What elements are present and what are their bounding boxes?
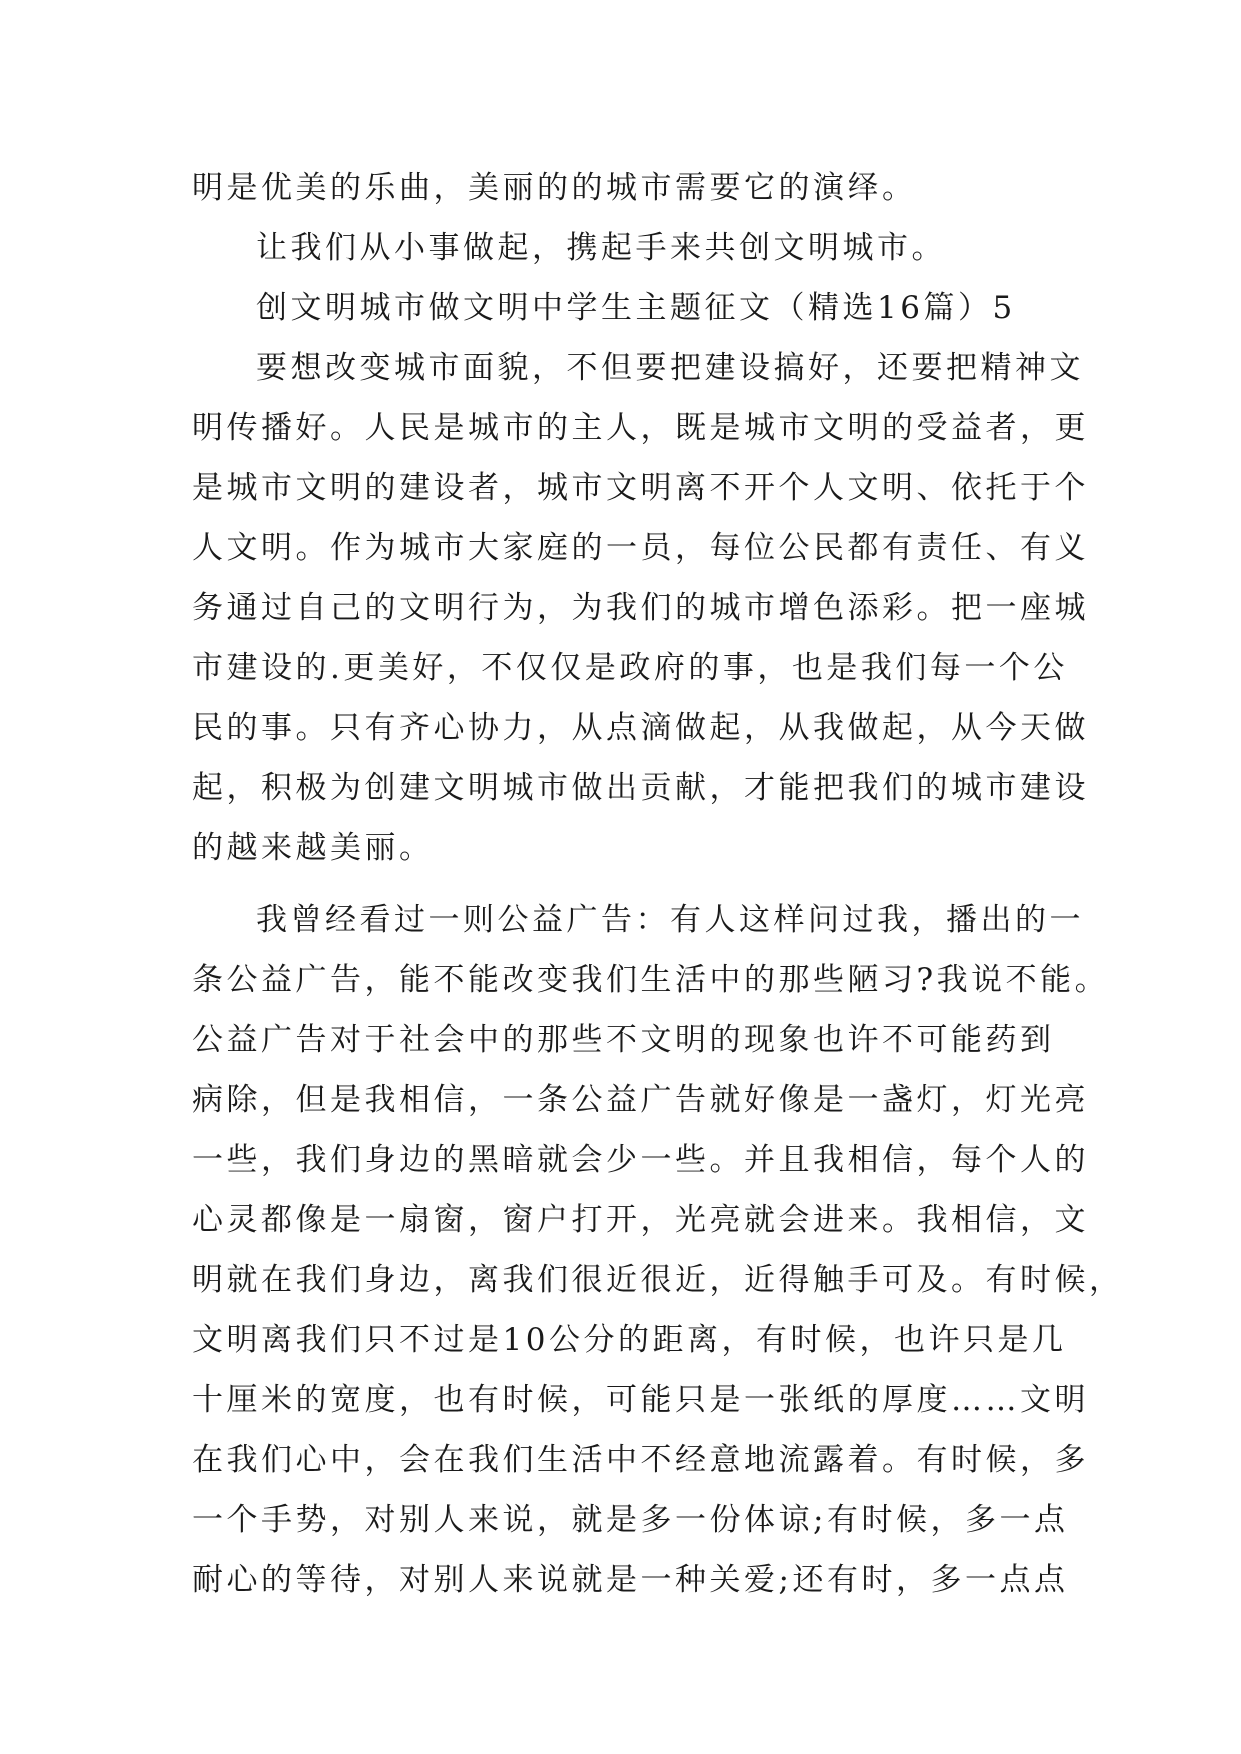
text-line: 让我们从小事做起，携起手来共创文明城市。 xyxy=(256,230,946,266)
text-line: 文明离我们只不过是10公分的距离，有时候，也许只是几 xyxy=(192,1322,1067,1358)
text-line: 人文明。作为城市大家庭的一员，每位公民都有责任、有义 xyxy=(192,530,1089,566)
text-line: 耐心的等待，对别人来说就是一种关爱;还有时，多一点点 xyxy=(192,1562,1069,1598)
text-line: 起，积极为创建文明城市做出贡献，才能把我们的城市建设 xyxy=(192,770,1089,806)
text-line: 明传播好。人民是城市的主人，既是城市文明的受益者，更 xyxy=(192,410,1089,446)
text-line: 病除，但是我相信，一条公益广告就好像是一盏灯，灯光亮 xyxy=(192,1082,1089,1118)
text-line: 是城市文明的建设者，城市文明离不开个人文明、依托于个 xyxy=(192,470,1089,506)
text-line: 务通过自己的文明行为，为我们的城市增色添彩。把一座城 xyxy=(192,590,1089,626)
text-line: 明就在我们身边，离我们很近很近，近得触手可及。有时候， xyxy=(192,1262,1124,1298)
text-line: 条公益广告，能不能改变我们生活中的那些陋习?我说不能。 xyxy=(192,962,1110,998)
text-line: 市建设的.更美好，不仅仅是政府的事，也是我们每一个公 xyxy=(192,650,1068,686)
text-line: 一个手势，对别人来说，就是多一份体谅;有时候，多一点 xyxy=(192,1502,1069,1538)
text-line: 的越来越美丽。 xyxy=(192,830,434,866)
text-line: 十厘米的宽度，也有时候，可能只是一张纸的厚度……文明 xyxy=(192,1382,1089,1418)
document-text xyxy=(192,158,1124,1610)
text-line: 在我们心中，会在我们生活中不经意地流露着。有时候，多 xyxy=(192,1442,1089,1478)
section-heading: 创文明城市做文明中学生主题征文（精选16篇）5 xyxy=(256,290,1016,326)
text-line: 一些，我们身边的黑暗就会少一些。并且我相信，每个人的 xyxy=(192,1142,1089,1178)
text-line: 明是优美的乐曲，美丽的的城市需要它的演绎。 xyxy=(192,170,917,206)
text-line: 公益广告对于社会中的那些不文明的现象也许不可能药到 xyxy=(192,1022,1055,1058)
text-line: 我曾经看过一则公益广告：有人这样问过我，播出的一 xyxy=(256,902,1084,938)
text-line: 要想改变城市面貌，不但要把建设搞好，还要把精神文 xyxy=(256,350,1084,386)
text-line: 心灵都像是一扇窗，窗户打开，光亮就会进来。我相信，文 xyxy=(192,1202,1089,1238)
text-line: 民的事。只有齐心协力，从点滴做起，从我做起，从今天做 xyxy=(192,710,1089,746)
